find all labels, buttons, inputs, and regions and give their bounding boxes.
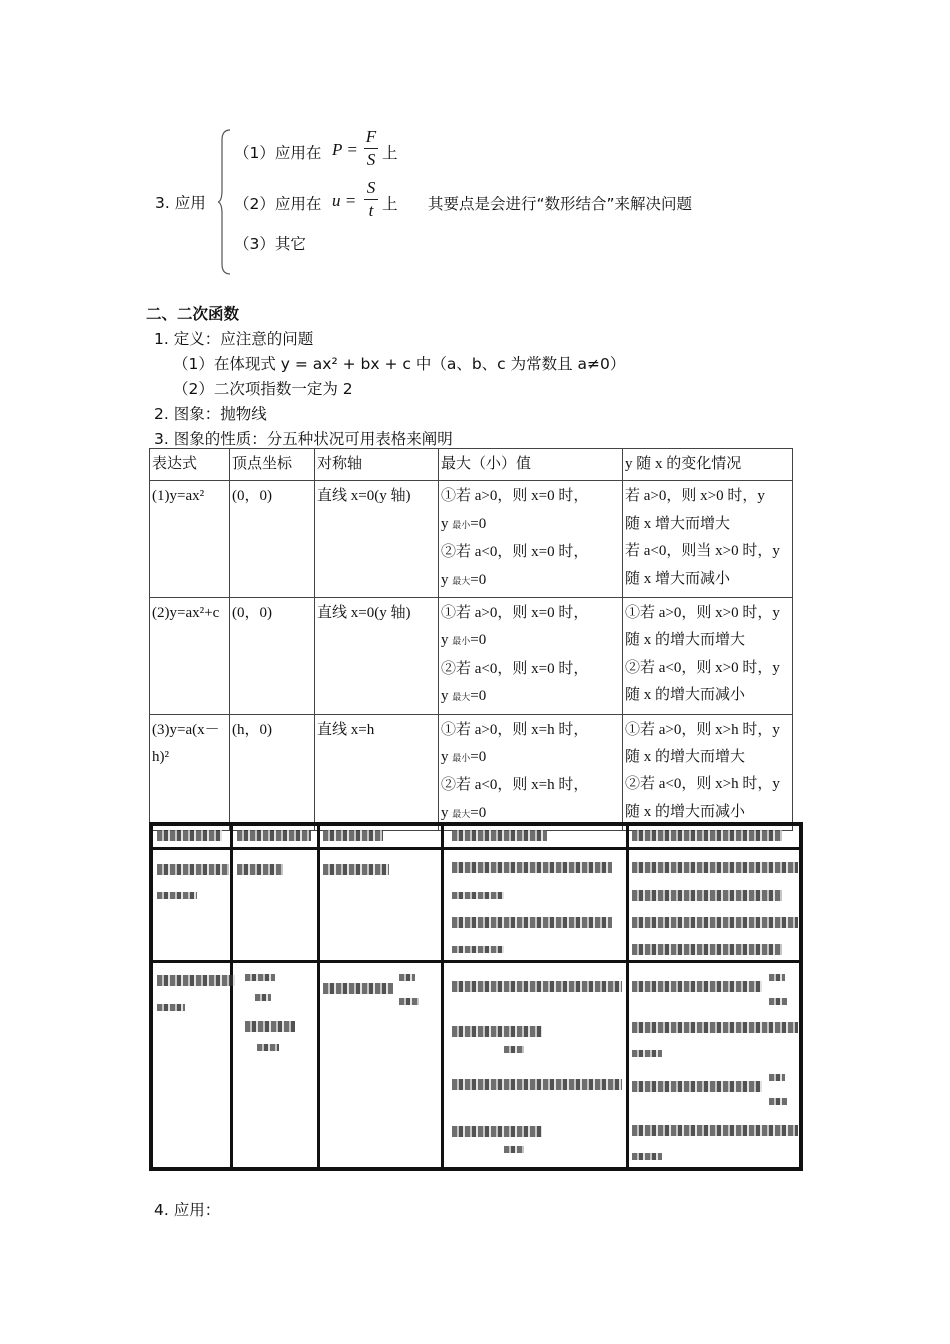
application-item-1-formula: P = bbox=[332, 140, 358, 159]
application-item-2-prefix: （2）应用在 bbox=[234, 195, 322, 213]
cell-expression: (2)y=ax²+c bbox=[150, 598, 230, 715]
table-row bbox=[150, 598, 793, 715]
header-vertex: 顶点坐标 bbox=[230, 449, 315, 481]
application-item-2-numerator: S bbox=[366, 178, 376, 197]
definition-item-1: （1）在体现式 y = ax² + bx + c 中（a、b、c 为常数且 a≠0） bbox=[173, 355, 626, 373]
subscript-label: 最小 bbox=[452, 753, 471, 764]
cell-change: ①若 a>0，则 x>h 时，y 随 x 的增大而增大 ②若 a<0，则 x>h 时，y 随 x 的增大而减小 bbox=[623, 714, 793, 831]
cell-axis: 直线 x=0(y 轴) bbox=[315, 598, 439, 715]
cell-expression: (3)y=a(x－h)² bbox=[150, 714, 230, 831]
header-expression: 表达式 bbox=[150, 449, 230, 481]
illegible-table-image bbox=[149, 822, 803, 1171]
cell-expression: (1)y=ax² bbox=[150, 481, 230, 598]
cell-extreme: ①若 a>0，则 x=0 时， y 最小=0 ②若 a<0，则 x=0 时， y 最大=0 bbox=[439, 481, 623, 598]
header-change: y 随 x 的变化情况 bbox=[623, 449, 793, 481]
cell-vertex: (h，0) bbox=[230, 714, 315, 831]
cell-change: ①若 a>0，则 x>0 时，y 随 x 的增大而增大 ②若 a<0，则 x>0 时，y 随 x 的增大而减小 bbox=[623, 598, 793, 715]
cell-axis: 直线 x=0(y 轴) bbox=[315, 481, 439, 598]
properties-heading: 3. 图象的性质：分五种状况可用表格来阐明 bbox=[154, 430, 453, 448]
application-item-1-prefix: （1）应用在 bbox=[234, 144, 322, 162]
subscript-label: 最大 bbox=[452, 692, 471, 703]
application-label: 3. 应用 bbox=[155, 194, 206, 212]
application-item-1-numerator: F bbox=[365, 127, 377, 146]
application-item-2-denominator: t bbox=[368, 201, 374, 220]
application-item-3: （3）其它 bbox=[234, 235, 306, 253]
cell-vertex: (0，0) bbox=[230, 481, 315, 598]
cell-extreme: ①若 a>0，则 x=h 时， y 最小=0 ②若 a<0，则 x=h 时， y 最大=0 bbox=[439, 714, 623, 831]
section-title: 二、二次函数 bbox=[146, 305, 240, 323]
header-axis: 对称轴 bbox=[315, 449, 439, 481]
subscript-label: 最大 bbox=[452, 575, 471, 586]
graph-heading: 2. 图象：抛物线 bbox=[154, 405, 267, 423]
table-row bbox=[150, 481, 793, 598]
cell-extreme: ①若 a>0，则 x=0 时， y 最小=0 ②若 a<0，则 x=0 时， y 最大=0 bbox=[439, 598, 623, 715]
table-header-row bbox=[150, 449, 793, 481]
left-brace-icon bbox=[218, 128, 232, 276]
cell-axis: 直线 x=h bbox=[315, 714, 439, 831]
cell-change: 若 a>0，则 x>0 时，y 随 x 增大而增大 若 a<0，则当 x>0 时，y 随 x 增大而减小 bbox=[623, 481, 793, 598]
header-extreme: 最大（小）值 bbox=[439, 449, 623, 481]
subscript-label: 最小 bbox=[452, 519, 471, 530]
definition-item-2: （2）二次项指数一定为 2 bbox=[173, 380, 353, 398]
application-item-1-denominator: S bbox=[366, 150, 376, 169]
application-item-2-suffix: 上 bbox=[382, 195, 398, 213]
application-item-1-suffix: 上 bbox=[382, 144, 398, 162]
table-row bbox=[150, 714, 793, 831]
cell-vertex: (0，0) bbox=[230, 598, 315, 715]
application-note: 其要点是会进行“数形结合”来解决问题 bbox=[428, 195, 693, 213]
application-heading: 4. 应用： bbox=[154, 1201, 221, 1219]
properties-table bbox=[149, 448, 793, 831]
subscript-label: 最大 bbox=[452, 808, 471, 819]
application-item-1-fraction bbox=[364, 127, 378, 170]
application-item-2-formula: u = bbox=[332, 191, 357, 210]
application-item-1 bbox=[234, 127, 434, 184]
application-item-2-fraction bbox=[364, 178, 378, 221]
application-item-2 bbox=[234, 178, 434, 235]
subscript-label: 最小 bbox=[452, 636, 471, 647]
definition-heading: 1. 定义：应注意的问题 bbox=[154, 330, 314, 348]
